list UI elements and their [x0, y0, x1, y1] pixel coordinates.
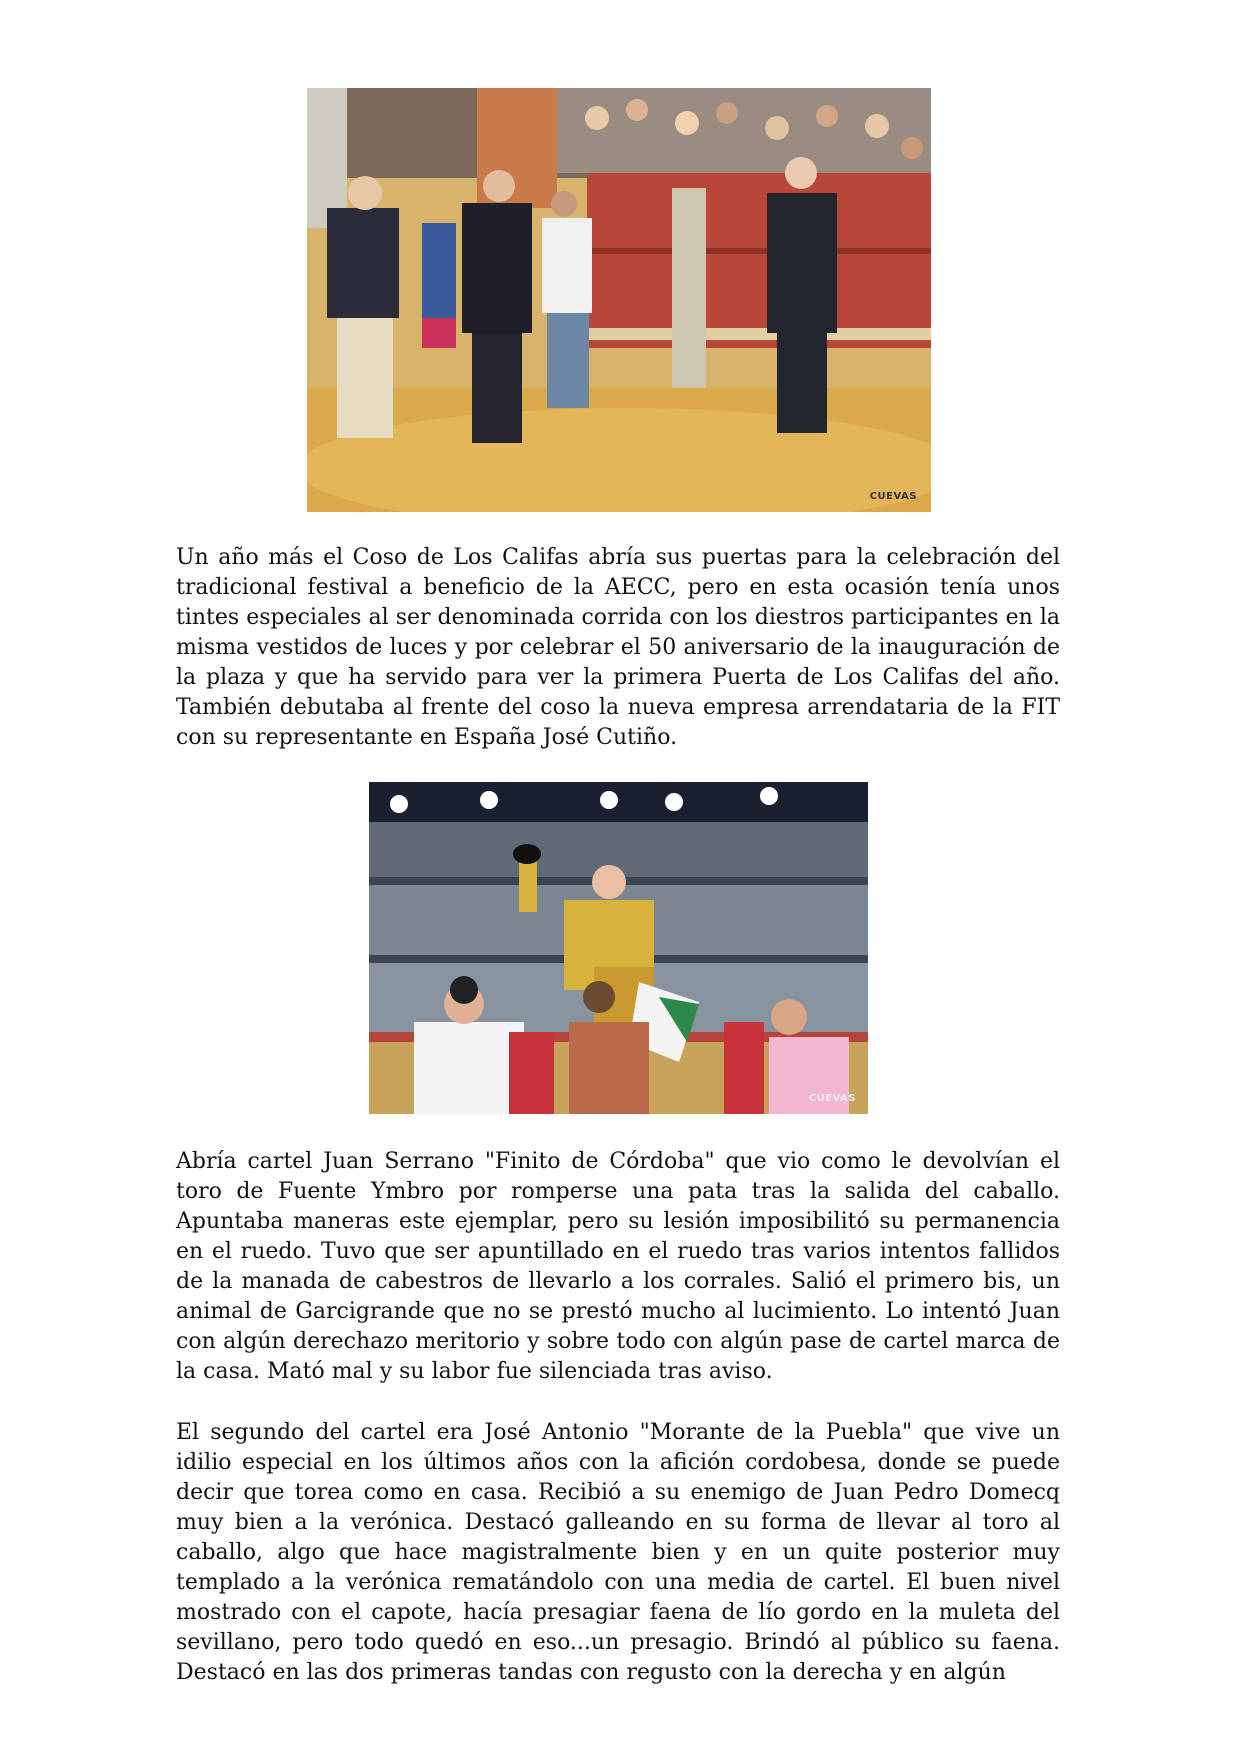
photo-bullring-entrance-image [307, 88, 931, 512]
photo-credit: CUEVAS [808, 1093, 856, 1104]
paragraph-intro: Un año más el Coso de Los Califas abría sus puertas para la celebración del tradicional festival a beneficio de la AECC, pero en esta ocasión tenía unos tintes especiales al ser denominada corrida con los diestros participantes en la misma vestidos de luces y por celebrar el 50 aniversario de la inauguración de la plaza y que ha servido para ver la primera Puerta de Los Califas del año. También debutaba al frente del coso la nueva empresa arrendataria de la FIT con su representante en España José Cutiño. [176, 545, 1060, 750]
photo-credit: CUEVAS [869, 491, 917, 502]
photo-torero-shoulders-image [369, 782, 868, 1114]
photo-bullring-entrance [307, 88, 931, 512]
paragraph-morante: El segundo del cartel era José Antonio "Morante de la Puebla" que vive un idilio especial en los últimos años con la afición cordobesa, donde se puede decir que torea como en casa. Recibió a su enemigo de Juan Pedro Domecq muy bien a la verónica. Destacó galleando en su forma de llevar al toro al caballo, algo que hace magistralmente bien y en un quite posterior muy templado a la verónica rematándolo con una media de cartel. El buen nivel mostrado con el capote, hacía presagiar faena de lío gordo en la muleta del sevillano, pero todo quedó en eso...un presagio. Brindó al público su faena. Destacó en las dos primeras tandas con regusto con la derecha y en algún [176, 1420, 1060, 1685]
paragraph-finito: Abría cartel Juan Serrano "Finito de Córdoba" que vio como le devolvían el toro de Fuente Ymbro por romperse una pata tras la salida del caballo. Apuntaba maneras este ejemplar, pero su lesión imposibilitó su permanencia en el ruedo. Tuvo que ser apuntillado en el ruedo tras varios intentos fallidos de la manada de cabestros de llevarlo a los corrales. Salió el primero bis, un animal de Garcigrande que no se prestó mucho al lucimiento. Lo intentó Juan con algún derechazo meritorio y sobre todo con algún pase de cartel marca de la casa. Mató mal y su labor fue silenciada tras aviso. [176, 1149, 1060, 1384]
photo-torero-shoulders [369, 782, 868, 1114]
